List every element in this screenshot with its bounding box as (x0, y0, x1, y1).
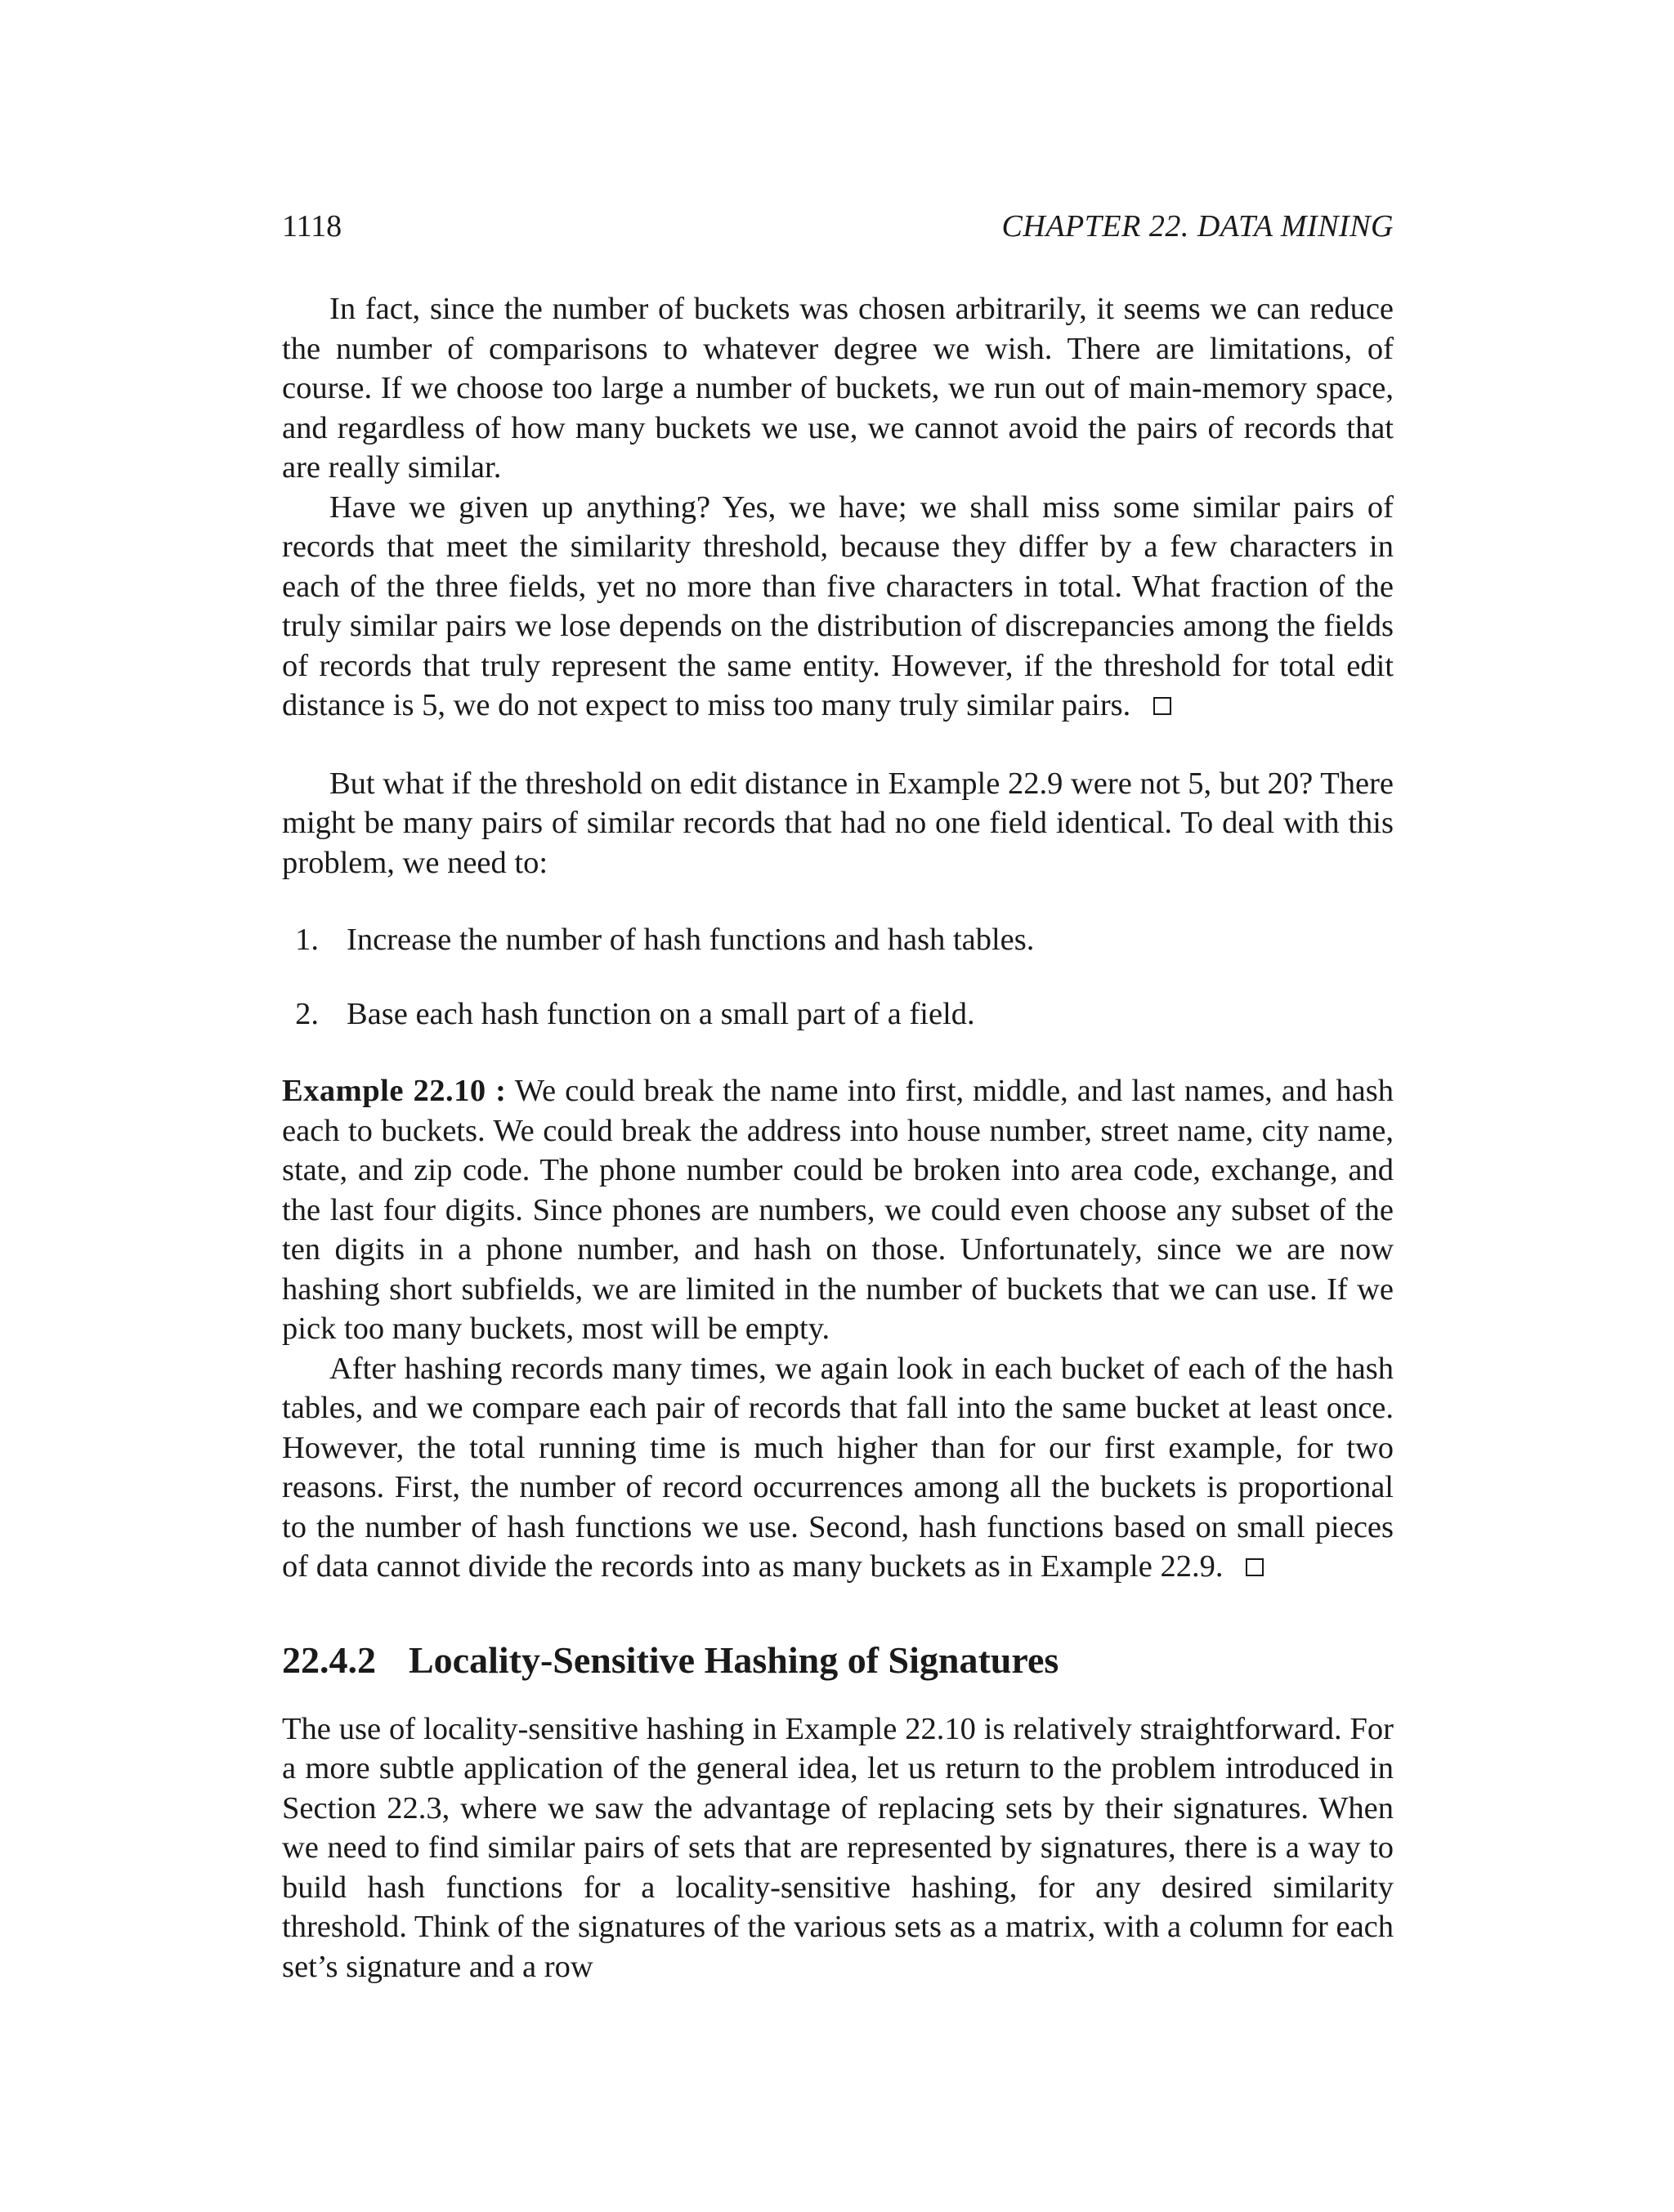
section-heading (282, 1638, 1394, 1683)
list-item (282, 994, 1394, 1035)
section-number: 22.4.2 (282, 1638, 376, 1681)
paragraph-running-time (282, 1349, 1394, 1587)
example-label: Example 22.10 : (282, 1074, 507, 1108)
paragraph-missed-pairs-text: Have we given up anything? Yes, we have; we shall miss some similar pairs of records that meet the similarity threshold, because they differ by a few characters in each of the three fields, yet no more than five characters in total. What fraction of the truly similar pairs we lose depends on the distribution of discrepancies among the fields of records that truly represent the same entity. However, if the threshold for total edit distance is 5, we do not expect to miss too many truly similar pairs. (282, 489, 1394, 722)
section-title: Locality-Sensitive Hashing of Signatures (409, 1638, 1059, 1681)
list-item-number: 1. (295, 923, 319, 957)
end-of-example-icon (1246, 1558, 1264, 1576)
list-item-text: Base each hash function on a small part of a field. (347, 996, 975, 1031)
paragraph-bucket-limits: In fact, since the number of buckets was chosen arbitrarily, it seems we can reduce the number of comparisons to whatever degree we wish. There are limitations, of course. If we choose too large a number of buckets, we run out of main-memory space, and regardless of how many buckets we use, we cannot avoid the pairs of records that are really similar. (282, 292, 1394, 485)
list-item (282, 920, 1394, 960)
page-number: 1118 (282, 209, 342, 244)
numbered-list (282, 920, 1394, 1034)
list-item-text: Increase the number of hash functions and hash tables. (347, 923, 1035, 957)
example-text: We could break the name into first, middle, and last names, and hash each to buckets. We could break the address into house number, street name, city name, state, and zip code. The phone number could be broken into area code, exchange, and the last four digits. Since phones are numbers, we could even choose any subset of the ten digits in a phone number, and hash on those. Unfortunately, since we are now hashing short subfields, we are limited in the number of buckets that we can use. If we pick too many buckets, most will be empty. (282, 1074, 1394, 1346)
paragraph-threshold-20: But what if the threshold on edit distance in Example 22.9 were not 5, but 20? There might be many pairs of similar records that had no one field identical. To deal with this problem, we need to: (282, 766, 1394, 880)
example-22-10 (282, 1071, 1394, 1349)
end-of-example-icon (1153, 697, 1171, 715)
paragraph-running-time-text: After hashing records many times, we again look in each bucket of each of the hash tables, and we compare each pair of records that fall into the same bucket at least once. However, the total running time is much higher than for our first example, for two reasons. First, the number of record occurrences among all the buckets is proportional to the number of hash functions we use. Second, hash functions based on small pieces of data cannot divide the records into as many buckets as in Example 22.9. (282, 1351, 1394, 1584)
chapter-title: CHAPTER 22. DATA MINING (1001, 209, 1394, 244)
page (282, 208, 1394, 1986)
list-item-number: 2. (295, 996, 319, 1031)
running-head (282, 208, 1394, 244)
paragraph-missed-pairs (282, 488, 1394, 726)
paragraph-lsh-signatures: The use of locality-sensitive hashing in Example 22.10 is relatively straightforward. For a more subtle application of the general idea, let us return to the problem introduced in Section 22.3, where we saw the advantage of replacing sets by their signatures. When we need to find similar pairs of sets that are represented by signatures, there is a way to build hash functions for a locality-sensitive hashing, for any desired similarity threshold. Think of the signatures of the various sets as a matrix, with a column for each set’s signature and a row (282, 1711, 1394, 1984)
